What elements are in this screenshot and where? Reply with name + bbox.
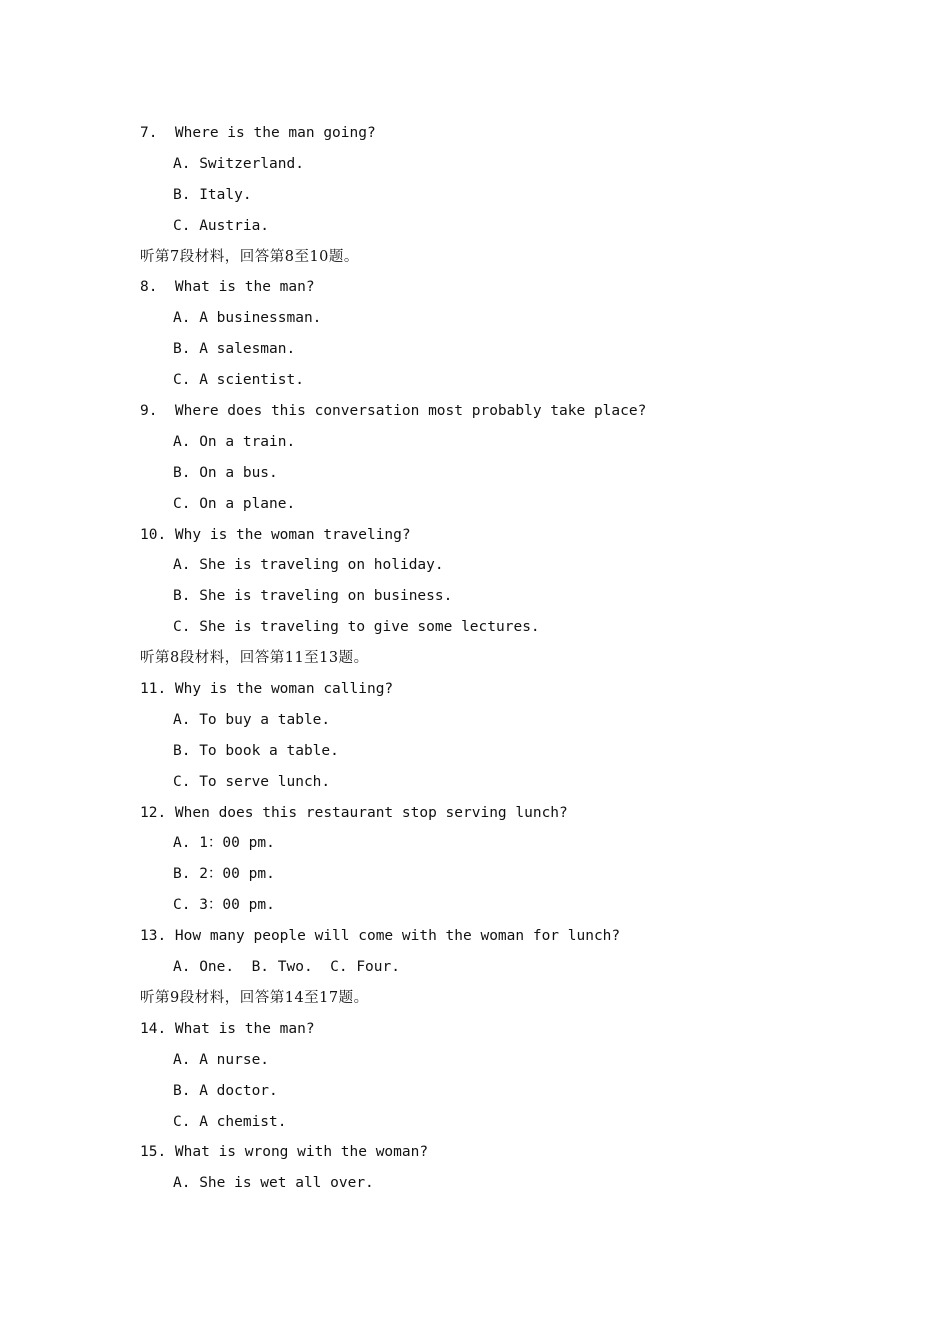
question-7: 7. Where is the man going?	[140, 125, 376, 141]
option-10b: B. She is traveling on business.	[173, 588, 453, 605]
option-10c: C. She is traveling to give some lectures.	[173, 619, 540, 636]
option-12b: B. 2：00 pm.	[173, 866, 275, 883]
question-13: 13. How many people will come with the woman for lunch?	[140, 928, 621, 945]
option-15a: A. She is wet all over.	[173, 1175, 374, 1192]
option-11c: C. To serve lunch.	[173, 773, 331, 790]
section-header-8: 听第8段材料，回答第11至13题。	[140, 650, 369, 667]
option-8b: B. A salesman.	[173, 341, 296, 358]
option-11b: B. To book a table.	[173, 742, 339, 759]
option-7a: A. Switzerland.	[173, 155, 304, 172]
option-14c: C. A chemist.	[173, 1113, 287, 1130]
question-9: 9. Where does this conversation most probably take place?	[140, 403, 647, 420]
option-9c: C. On a plane.	[173, 495, 296, 512]
option-11a: A. To buy a table.	[173, 711, 331, 728]
question-10: 10. Why is the woman traveling?	[140, 526, 411, 543]
option-9b: B. On a bus.	[173, 464, 278, 481]
question-11: 11. Why is the woman calling?	[140, 681, 394, 698]
option-7b: B. Italy.	[173, 186, 252, 203]
option-8a: A. A businessman.	[173, 310, 322, 327]
question-12: 12. When does this restaurant stop serving lunch?	[140, 804, 568, 821]
option-14b: B. A doctor.	[173, 1082, 278, 1099]
question-8: 8. What is the man?	[140, 279, 315, 296]
option-9a: A. On a train.	[173, 433, 296, 450]
question-14: 14. What is the man?	[140, 1020, 315, 1037]
option-10a: A. She is traveling on holiday.	[173, 557, 444, 574]
section-header-9: 听第9段材料，回答第14至17题。	[140, 989, 369, 1006]
options-13: A. One. B. Two. C. Four.	[173, 959, 400, 976]
option-7c: C. Austria.	[173, 217, 270, 234]
section-header-7: 听第7段材料，回答第8至10题。	[140, 248, 359, 265]
question-15: 15. What is wrong with the woman?	[140, 1144, 429, 1161]
option-14a: A. A nurse.	[173, 1051, 270, 1068]
option-12a: A. 1：00 pm.	[173, 835, 275, 852]
option-12c: C. 3：00 pm.	[173, 897, 275, 914]
exam-page	[140, 118, 900, 1199]
option-8c: C. A scientist.	[173, 372, 304, 389]
